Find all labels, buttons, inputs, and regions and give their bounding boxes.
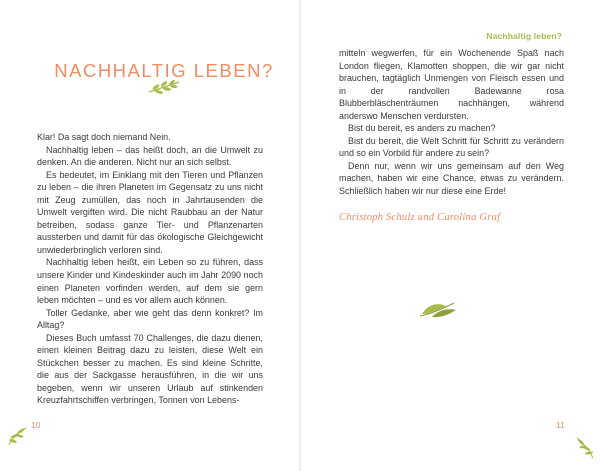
paragraph: Klar! Da sagt doch niemand Nein. bbox=[37, 132, 171, 142]
paragraph: Dieses Buch umfasst 70 Challenges, die dazu dienen, einen kleinen Beitrag dazu zu leisten, diese Welt ein Stückchen besser zu machen. Es sind kleine Schritte, die aus der Sackgasse herausführen, in die wir uns begeben, wenn wir unseren Urlaub auf stinkenden Kreuzfahrtschiffen verbringen, Tonnen von Lebens- bbox=[37, 332, 263, 406]
corner-leaves-icon bbox=[6, 420, 32, 446]
paragraph: Bist du bereit, es anders zu machen? bbox=[348, 123, 496, 134]
paragraph: Toller Gedanke, aber wie geht das denn konkret? Im Alltag? bbox=[37, 307, 263, 331]
leaf-sprig-icon bbox=[147, 80, 181, 94]
paragraph: Nachhaltig leben heißt, ein Leben so zu führen, dass unsere Kinder und Kindeskinder auch im Jahr 2090 noch einen Planeten vorfinden werden, auf dem sie gern leben möchten – und es vor allem auch können. bbox=[37, 257, 263, 306]
paragraph: Bist du bereit, die Welt Schritt für Schritt zu verändern und so ein Vorbild für andere zu sein? bbox=[339, 135, 564, 159]
right-body-text bbox=[339, 47, 564, 198]
left-body-text bbox=[37, 131, 263, 407]
corner-leaves-icon bbox=[555, 420, 595, 460]
author-signature: Christoph Schulz und Carolina Graf bbox=[339, 212, 501, 223]
paragraph: Nachhaltig leben – das heißt doch, an die Umwelt zu denken. An die anderen. Nicht nur an sich selbst. bbox=[37, 144, 263, 168]
paragraph: mitteln wegwerfen, für ein Wochenende Spaß nach London fliegen, Klamotten shoppen, die wir gar nicht brauchen, tagtäglich Unmengen von Fleisch essen und in der randvollen Badewanne rosa Blubberbläschenträumen nachhängen, während anderswo Menschen verdursten. bbox=[339, 48, 564, 121]
page-number: 11 bbox=[556, 420, 565, 430]
paragraph: Denn nur, wenn wir uns gemeinsam auf den Weg machen, haben wir eine Chance, etwas zu verändern. Schließlich haben wir nur diese eine Erde! bbox=[339, 160, 564, 197]
leaves-icon bbox=[418, 298, 458, 320]
page-number: 10 bbox=[31, 420, 41, 430]
running-head: Nachhaltig leben? bbox=[486, 31, 562, 41]
paragraph: Es bedeutet, im Einklang mit den Tieren und Pflanzen zu leben – die ihren Planeten im Gegensatz zu uns nicht mit Zeug zumüllen, das noch in Jahrtausenden die Umwelt vergiften wird. Die nicht Raubbau an der Natur betreiben, sodass ganze Tier- und Pflanzenarten aussterben und damit für das ökologische Gleichgewicht unwiederbringlich verloren sind. bbox=[37, 169, 263, 255]
chapter-title: NACHHALTIG LEBEN? bbox=[54, 60, 274, 82]
